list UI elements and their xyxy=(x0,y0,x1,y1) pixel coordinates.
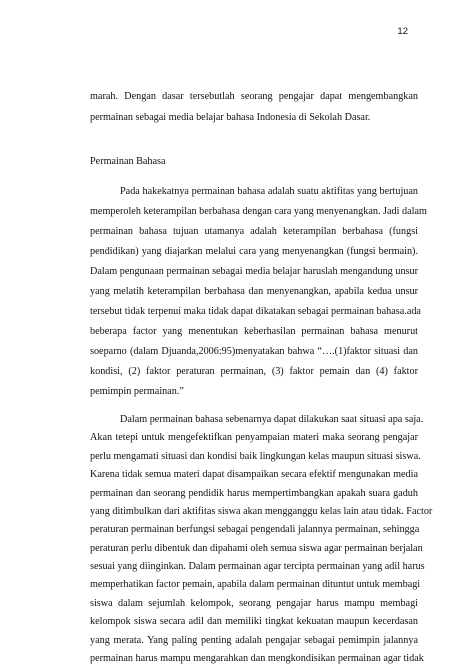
text-line: Akan tetepi untuk mengefektifkan penyampaian materi maka seorang pengajar xyxy=(90,432,418,444)
text-line: beberapa factor yang menentukan keberhasilan permainan bahasa menurut xyxy=(90,326,418,337)
text-line: pemimpin permainan.” xyxy=(90,386,184,397)
text-line: kondisi, (2) faktor peraturan permainan, (3) faktor pemain dan (4) faktor xyxy=(90,366,418,377)
text-line: permainan dan seorang pendidik harus mempertimbangkan apakah suara gaduh xyxy=(90,487,418,499)
text-line: Dalam permainan bahasa sebenarnya dapat dilakukan saat situasi apa saja. xyxy=(120,414,424,425)
text-line: yang ditimbulkan dari aktifitas siswa akan mengganggu kelas lain atau tidak. Factor xyxy=(90,505,433,517)
text-line: permainan bahasa tujuan utamanya adalah keterampilan berbahasa (fungsi xyxy=(90,226,418,237)
text-line: siswa dalam sejumlah kelompok, seorang pengajar harus mampu membagi xyxy=(90,597,418,609)
text-line: sesuai yang diinginkan. Dalam permainan agar tercipta permainan yang adil harus xyxy=(90,561,425,573)
text-line: memperhatikan factor pemain, apabila dalam permainan dituntut untuk membagi xyxy=(90,579,421,591)
text-line: peraturan permainan berfungsi sebagai pengendali jalannya permainan, sehingga xyxy=(90,524,420,536)
text-line: marah. Dengan dasar tersebutlah seorang pengajar dapat mengembangkan xyxy=(90,91,418,102)
text-line: yang merata. Yang paling penting adalah pengajar sebagai pemimpin jalannya xyxy=(90,634,418,646)
text-line: peraturan perlu dibentuk dan dipahami oleh semua siswa agar permainan berjalan xyxy=(90,542,423,554)
text-line: permainan harus mampu mengarahkan dan mengkondisikan permainan agar tidak xyxy=(90,653,424,664)
text-line: Pada hakekatnya permainan bahasa adalah suatu aktifitas yang bertujuan xyxy=(120,186,418,197)
text-line: Dalam pengunaan permainan sebagai media belajar haruslah mengandung unsur xyxy=(90,266,418,277)
text-line: soeparno (dalam Djuanda,2006:95)menyatakan bahwa “….(1)faktor situasi dan xyxy=(90,346,418,357)
text-line: Karena tidak semua materi dapat disampaikan secara efektif mengunakan media xyxy=(90,469,418,481)
text-line: pendidikan) yang diajarkan melalui cara yang menyenangkan (fungsi bermain). xyxy=(90,246,418,257)
text-line: perlu mengamati situasi dan kondisi baik lingkungan kelas maupun situasi siswa. xyxy=(90,450,421,462)
text-line: permainan sebagai media belajar bahasa Indonesia di Sekolah Dasar. xyxy=(90,112,371,123)
text-line: tersebut tidak terpenui maka tidak dapat dikatakan sebagai permainan bahasa.ada xyxy=(90,306,421,317)
page-number: 12 xyxy=(397,26,408,37)
text-line: memperoleh keterampilan berbahasa dengan cara yang menyenangkan. Jadi dalam xyxy=(90,206,427,217)
text-line: yang melatih keterampilan berbahasa dan menyenangkan, apabila kedua unsur xyxy=(90,286,418,297)
text-line: kelompok siswa secara adil dan memiliki tingkat kekuatan maupun kecerdasan xyxy=(90,616,418,628)
section-heading: Permainan Bahasa xyxy=(90,156,166,167)
